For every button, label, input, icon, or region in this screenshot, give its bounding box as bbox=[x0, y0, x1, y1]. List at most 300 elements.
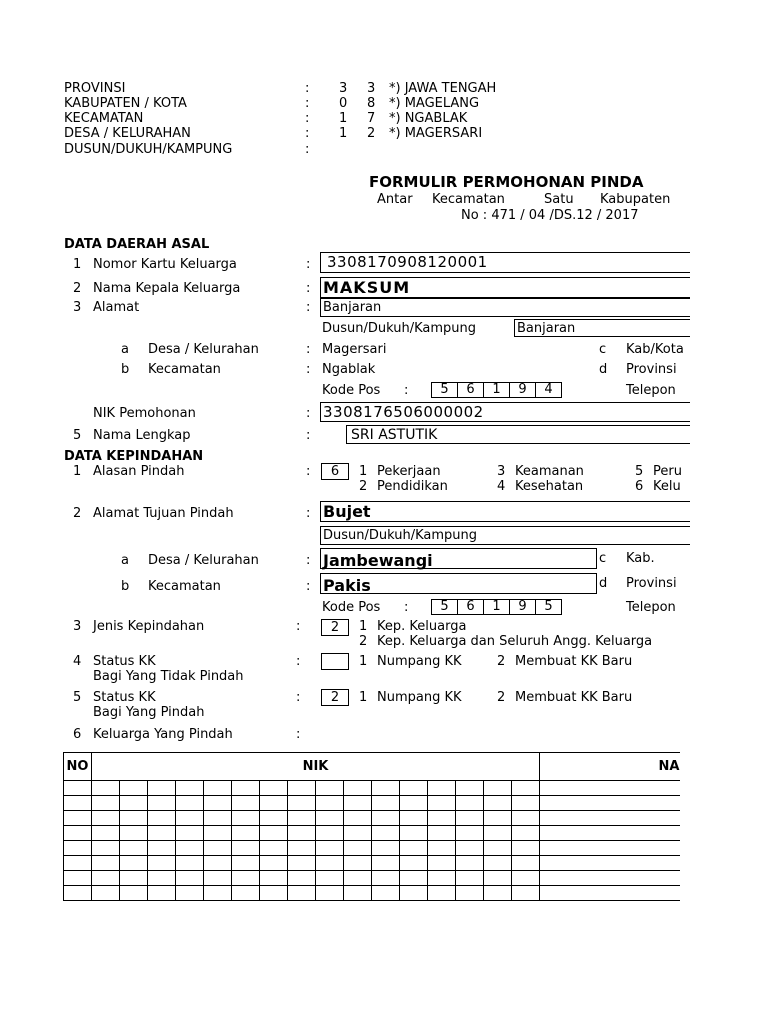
desa-tujuan-letter: a bbox=[121, 553, 129, 568]
cell-nik-digit[interactable] bbox=[456, 841, 484, 856]
provinsi-label: Provinsi bbox=[626, 362, 677, 377]
kecamatan-tujuan-letter: b bbox=[121, 579, 130, 594]
kodepos-label: Kode Pos bbox=[322, 383, 381, 398]
option-label: Membuat KK Baru bbox=[515, 690, 633, 705]
cell-nik-digit[interactable] bbox=[232, 841, 260, 856]
cell-nik-digit[interactable] bbox=[148, 826, 176, 841]
cell-nik-digit[interactable] bbox=[512, 826, 540, 841]
header-nik: NIK bbox=[92, 753, 540, 781]
header-nama: NA bbox=[540, 753, 680, 781]
telepon-label: Telepon bbox=[626, 383, 676, 398]
cell-nik-digit[interactable] bbox=[428, 871, 456, 886]
cell-nik-digit[interactable] bbox=[456, 826, 484, 841]
cell-nik-digit[interactable] bbox=[372, 811, 400, 826]
kodepos-digit[interactable]: 6 bbox=[457, 382, 484, 398]
cell-nik-digit[interactable] bbox=[456, 856, 484, 871]
cell-nama[interactable] bbox=[540, 871, 680, 886]
cell-nik-digit[interactable] bbox=[232, 811, 260, 826]
cell-nik-digit[interactable] bbox=[512, 781, 540, 796]
cell-nik-digit[interactable] bbox=[316, 796, 344, 811]
cell-nik-digit[interactable] bbox=[148, 811, 176, 826]
colon: : bbox=[296, 690, 301, 705]
kodepos-digit[interactable]: 5 bbox=[535, 599, 562, 615]
kodepos-asal-boxes[interactable] bbox=[431, 382, 562, 398]
header-no: NO bbox=[64, 753, 92, 781]
table-row bbox=[64, 826, 680, 841]
subtitle-satu: Satu bbox=[544, 192, 574, 207]
colon: : bbox=[296, 619, 301, 634]
cell-nik-digit[interactable] bbox=[176, 796, 204, 811]
option-label: Kep. Keluarga dan Seluruh Angg. Keluarga bbox=[377, 634, 653, 649]
cell-nik-digit[interactable] bbox=[204, 886, 232, 901]
kodepos-digit[interactable]: 9 bbox=[509, 382, 536, 398]
cell-nik-digit[interactable] bbox=[512, 871, 540, 886]
cell-nik-digit[interactable] bbox=[204, 796, 232, 811]
desa-label: Desa / Kelurahan bbox=[148, 342, 259, 357]
header-label: KECAMATAN bbox=[64, 111, 144, 126]
cell-nik-digit[interactable] bbox=[288, 796, 316, 811]
option-number: 3 bbox=[497, 464, 506, 479]
cell-nik-digit[interactable] bbox=[260, 871, 288, 886]
cell-nik-digit[interactable] bbox=[92, 871, 120, 886]
cell-nama[interactable] bbox=[540, 856, 680, 871]
nama-label: Nama Lengkap bbox=[93, 428, 191, 443]
subtitle-kabupaten: Kabupaten bbox=[600, 192, 671, 207]
option-number: 1 bbox=[359, 619, 368, 634]
cell-no[interactable] bbox=[64, 856, 92, 871]
cell-nik-digit[interactable] bbox=[92, 856, 120, 871]
keluarga-number: 6 bbox=[73, 727, 82, 742]
desa-value: Magersari bbox=[322, 342, 387, 357]
cell-nik-digit[interactable] bbox=[260, 781, 288, 796]
nik-label: NIK Pemohonan bbox=[93, 406, 196, 421]
cell-nik-digit[interactable] bbox=[428, 841, 456, 856]
cell-no[interactable] bbox=[64, 826, 92, 841]
cell-nama[interactable] bbox=[540, 826, 680, 841]
kodepos-digit[interactable]: 9 bbox=[509, 599, 536, 615]
cell-nik-digit[interactable] bbox=[92, 811, 120, 826]
cell-nik-digit[interactable] bbox=[344, 841, 372, 856]
kecamatan-letter: b bbox=[121, 362, 130, 377]
header-value: *) JAWA TENGAH bbox=[389, 81, 497, 96]
alamat-label: Alamat bbox=[93, 300, 140, 315]
kab-tujuan-letter: c bbox=[599, 551, 607, 566]
cell-nik-digit[interactable] bbox=[512, 811, 540, 826]
nik-field[interactable]: 3308176506000002 bbox=[320, 402, 690, 422]
cell-nik-digit[interactable] bbox=[484, 811, 512, 826]
kecamatan-label: Kecamatan bbox=[148, 362, 221, 377]
cell-nik-digit[interactable] bbox=[400, 796, 428, 811]
cell-nik-digit[interactable] bbox=[344, 886, 372, 901]
cell-nik-digit[interactable] bbox=[400, 841, 428, 856]
cell-no[interactable] bbox=[64, 796, 92, 811]
tujuan-dusun-field[interactable]: Dusun/Dukuh/Kampung bbox=[320, 526, 690, 545]
table-row bbox=[64, 871, 680, 886]
jenis-number: 3 bbox=[73, 619, 82, 634]
colon: : bbox=[306, 464, 311, 479]
kecamatan-tujuan-label: Kecamatan bbox=[148, 579, 221, 594]
cell-nama[interactable] bbox=[540, 841, 680, 856]
cell-nama[interactable] bbox=[540, 796, 680, 811]
header-value: *) MAGERSARI bbox=[389, 126, 483, 141]
colon: : bbox=[306, 342, 311, 357]
cell-nik-digit[interactable] bbox=[176, 856, 204, 871]
kab-letter: c bbox=[599, 342, 607, 357]
colon: : bbox=[306, 362, 311, 377]
cell-nik-digit[interactable] bbox=[204, 811, 232, 826]
subtitle-kecamatan: Kecamatan bbox=[432, 192, 505, 207]
cell-nik-digit[interactable] bbox=[428, 856, 456, 871]
telepon-tujuan-label: Telepon bbox=[626, 600, 676, 615]
colon: : bbox=[306, 257, 311, 272]
header-value: *) NGABLAK bbox=[389, 111, 468, 126]
keluarga-table bbox=[63, 752, 680, 901]
status-number: 5 bbox=[73, 690, 82, 705]
option-number: 2 bbox=[359, 634, 368, 649]
kodepos-digit[interactable]: 1 bbox=[483, 599, 510, 615]
cell-nik-digit[interactable] bbox=[372, 886, 400, 901]
kk-field[interactable]: 3308170908120001 bbox=[320, 252, 690, 273]
cell-nik-digit[interactable] bbox=[344, 781, 372, 796]
cell-nik-digit[interactable] bbox=[260, 886, 288, 901]
option-number: 5 bbox=[635, 464, 644, 479]
table-row bbox=[64, 781, 680, 796]
status-field[interactable]: 2 bbox=[321, 689, 349, 706]
cell-nik-digit[interactable] bbox=[456, 871, 484, 886]
colon: : bbox=[296, 727, 301, 742]
cell-nik-digit[interactable] bbox=[456, 811, 484, 826]
cell-nik-digit[interactable] bbox=[400, 886, 428, 901]
table-row bbox=[64, 841, 680, 856]
colon: : bbox=[296, 654, 301, 669]
dusun-field[interactable]: Banjaran bbox=[514, 319, 690, 337]
cell-nik-digit[interactable] bbox=[288, 811, 316, 826]
colon: : bbox=[306, 579, 311, 594]
cell-nik-digit[interactable] bbox=[316, 871, 344, 886]
option-label: Membuat KK Baru bbox=[515, 654, 633, 669]
cell-nik-digit[interactable] bbox=[120, 856, 148, 871]
desa-tujuan-label: Desa / Kelurahan bbox=[148, 553, 259, 568]
tujuan-label: Alamat Tujuan Pindah bbox=[93, 506, 234, 521]
cell-nik-digit[interactable] bbox=[288, 826, 316, 841]
cell-nik-digit[interactable] bbox=[260, 796, 288, 811]
kodepos-tujuan-boxes[interactable] bbox=[431, 599, 562, 615]
option-label: Kelu bbox=[653, 479, 681, 494]
cell-nik-digit[interactable] bbox=[260, 811, 288, 826]
cell-nik-digit[interactable] bbox=[456, 886, 484, 901]
cell-nik-digit[interactable] bbox=[288, 781, 316, 796]
cell-nik-digit[interactable] bbox=[372, 796, 400, 811]
cell-nik-digit[interactable] bbox=[260, 826, 288, 841]
table-row bbox=[64, 796, 680, 811]
header-code-digit: 1 bbox=[339, 111, 348, 126]
cell-nik-digit[interactable] bbox=[176, 826, 204, 841]
header-code-digit: 8 bbox=[367, 96, 376, 111]
cell-nik-digit[interactable] bbox=[204, 781, 232, 796]
alasan-field[interactable]: 6 bbox=[321, 463, 349, 480]
kodepos-digit[interactable]: 1 bbox=[483, 382, 510, 398]
cell-nik-digit[interactable] bbox=[372, 826, 400, 841]
kodepos-digit[interactable]: 6 bbox=[457, 599, 484, 615]
status-sublabel: Bagi Yang Pindah bbox=[93, 705, 205, 720]
cell-nik-digit[interactable] bbox=[120, 811, 148, 826]
keluarga-label: Keluarga Yang Pindah bbox=[93, 727, 233, 742]
cell-nik-digit[interactable] bbox=[484, 796, 512, 811]
kodepos-digit[interactable]: 5 bbox=[431, 382, 458, 398]
cell-nik-digit[interactable] bbox=[288, 886, 316, 901]
header-colon: : bbox=[305, 81, 310, 96]
cell-nik-digit[interactable] bbox=[344, 796, 372, 811]
cell-nik-digit[interactable] bbox=[372, 781, 400, 796]
status-label: Status KK bbox=[93, 690, 156, 705]
header-colon: : bbox=[305, 111, 310, 126]
cell-nik-digit[interactable] bbox=[176, 841, 204, 856]
cell-nik-digit[interactable] bbox=[92, 886, 120, 901]
nama-number: 5 bbox=[73, 428, 82, 443]
cell-nik-digit[interactable] bbox=[316, 856, 344, 871]
cell-nik-digit[interactable] bbox=[148, 781, 176, 796]
header-label: KABUPATEN / KOTA bbox=[64, 96, 187, 111]
option-number: 4 bbox=[497, 479, 506, 494]
option-number: 2 bbox=[359, 479, 368, 494]
cell-nik-digit[interactable] bbox=[372, 871, 400, 886]
header-code-digit: 2 bbox=[367, 126, 376, 141]
option-label: Pekerjaan bbox=[377, 464, 441, 479]
provinsi-tujuan-letter: d bbox=[599, 576, 608, 591]
cell-nama[interactable] bbox=[540, 886, 680, 901]
header-colon: : bbox=[305, 142, 310, 157]
kab-label: Kab/Kota bbox=[626, 342, 684, 357]
tujuan-number: 2 bbox=[73, 506, 82, 521]
cell-nik-digit[interactable] bbox=[92, 826, 120, 841]
cell-nik-digit[interactable] bbox=[512, 841, 540, 856]
kodepos-digit[interactable]: 4 bbox=[535, 382, 562, 398]
cell-nik-digit[interactable] bbox=[260, 841, 288, 856]
cell-nik-digit[interactable] bbox=[232, 781, 260, 796]
letter-number: No : 471 / 04 /DS.12 / 2017 bbox=[461, 208, 639, 223]
subtitle-antar: Antar bbox=[377, 192, 413, 207]
kecamatan-value: Ngablak bbox=[322, 362, 376, 377]
option-label: Kep. Keluarga bbox=[377, 619, 467, 634]
alasan-number: 1 bbox=[73, 464, 82, 479]
jenis-field[interactable]: 2 bbox=[321, 619, 349, 636]
option-label: Pendidikan bbox=[377, 479, 448, 494]
cell-nik-digit[interactable] bbox=[484, 781, 512, 796]
cell-nik-digit[interactable] bbox=[400, 826, 428, 841]
dusun-label: Dusun/Dukuh/Kampung bbox=[322, 321, 477, 336]
header-colon: : bbox=[305, 126, 310, 141]
table-row bbox=[64, 856, 680, 871]
cell-nik-digit[interactable] bbox=[512, 886, 540, 901]
cell-no[interactable] bbox=[64, 871, 92, 886]
jenis-label: Jenis Kepindahan bbox=[93, 619, 205, 634]
cell-nik-digit[interactable] bbox=[288, 856, 316, 871]
section-kepindahan: DATA KEPINDAHAN bbox=[64, 449, 204, 464]
cell-nik-digit[interactable] bbox=[232, 826, 260, 841]
kodepos-tujuan-colon: : bbox=[404, 600, 409, 615]
cell-nik-digit[interactable] bbox=[316, 826, 344, 841]
table-row bbox=[64, 886, 680, 901]
cell-nik-digit[interactable] bbox=[204, 856, 232, 871]
cell-nik-digit[interactable] bbox=[232, 796, 260, 811]
kk-label: Nomor Kartu Keluarga bbox=[93, 257, 237, 272]
cell-nik-digit[interactable] bbox=[344, 871, 372, 886]
status-tidak-number: 4 bbox=[73, 654, 82, 669]
desa-tujuan-field[interactable]: Jambewangi bbox=[320, 548, 597, 569]
alamat-field[interactable]: Banjaran bbox=[320, 298, 690, 317]
kepala-number: 2 bbox=[73, 281, 82, 296]
cell-nik-digit[interactable] bbox=[400, 856, 428, 871]
cell-nik-digit[interactable] bbox=[484, 886, 512, 901]
cell-nik-digit[interactable] bbox=[372, 856, 400, 871]
cell-nik-digit[interactable] bbox=[92, 781, 120, 796]
option-number: 1 bbox=[359, 654, 368, 669]
kepala-label: Nama Kepala Keluarga bbox=[93, 281, 241, 296]
header-code-digit: 3 bbox=[367, 81, 376, 96]
kab-tujuan-label: Kab. bbox=[626, 551, 655, 566]
cell-nik-digit[interactable] bbox=[456, 781, 484, 796]
option-number: 1 bbox=[359, 690, 368, 705]
cell-nik-digit[interactable] bbox=[120, 871, 148, 886]
header-label: PROVINSI bbox=[64, 81, 126, 96]
colon: : bbox=[306, 300, 311, 315]
cell-nik-digit[interactable] bbox=[204, 826, 232, 841]
nama-field[interactable]: SRI ASTUTIK bbox=[346, 425, 690, 444]
header-label: DESA / KELURAHAN bbox=[64, 126, 191, 141]
option-label: Numpang KK bbox=[377, 690, 462, 705]
option-number: 6 bbox=[635, 479, 644, 494]
cell-no[interactable] bbox=[64, 811, 92, 826]
colon: : bbox=[306, 281, 311, 296]
provinsi-tujuan-label: Provinsi bbox=[626, 576, 677, 591]
cell-nik-digit[interactable] bbox=[120, 841, 148, 856]
kodepos-digit[interactable]: 5 bbox=[431, 599, 458, 615]
cell-nik-digit[interactable] bbox=[344, 856, 372, 871]
provinsi-letter: d bbox=[599, 362, 608, 377]
cell-nik-digit[interactable] bbox=[512, 856, 540, 871]
cell-nik-digit[interactable] bbox=[372, 841, 400, 856]
desa-letter: a bbox=[121, 342, 129, 357]
cell-nik-digit[interactable] bbox=[92, 841, 120, 856]
alasan-label: Alasan Pindah bbox=[93, 464, 185, 479]
kecamatan-tujuan-field[interactable]: Pakis bbox=[320, 573, 597, 594]
cell-nik-digit[interactable] bbox=[148, 856, 176, 871]
cell-nik-digit[interactable] bbox=[260, 856, 288, 871]
cell-nik-digit[interactable] bbox=[344, 811, 372, 826]
cell-nik-digit[interactable] bbox=[484, 856, 512, 871]
cell-no[interactable] bbox=[64, 781, 92, 796]
colon: : bbox=[306, 428, 311, 443]
status-tidak-field[interactable] bbox=[321, 653, 349, 670]
option-label: Kesehatan bbox=[515, 479, 584, 494]
header-colon: : bbox=[305, 96, 310, 111]
header-label: DUSUN/DUKUH/KAMPUNG bbox=[64, 142, 233, 157]
header-code-digit: 0 bbox=[339, 96, 348, 111]
cell-nama[interactable] bbox=[540, 781, 680, 796]
colon: : bbox=[306, 406, 311, 421]
cell-nik-digit[interactable] bbox=[204, 871, 232, 886]
cell-nik-digit[interactable] bbox=[428, 811, 456, 826]
cell-nik-digit[interactable] bbox=[204, 841, 232, 856]
cell-nik-digit[interactable] bbox=[400, 871, 428, 886]
cell-nik-digit[interactable] bbox=[148, 886, 176, 901]
kodepos-colon: : bbox=[404, 383, 409, 398]
cell-nik-digit[interactable] bbox=[428, 886, 456, 901]
header-code-digit: 7 bbox=[367, 111, 376, 126]
cell-nik-digit[interactable] bbox=[484, 871, 512, 886]
cell-nik-digit[interactable] bbox=[92, 796, 120, 811]
cell-nik-digit[interactable] bbox=[120, 826, 148, 841]
cell-no[interactable] bbox=[64, 886, 92, 901]
cell-nik-digit[interactable] bbox=[176, 811, 204, 826]
cell-nik-digit[interactable] bbox=[344, 826, 372, 841]
cell-nik-digit[interactable] bbox=[428, 796, 456, 811]
cell-nik-digit[interactable] bbox=[400, 811, 428, 826]
cell-nik-digit[interactable] bbox=[484, 841, 512, 856]
kk-number: 1 bbox=[73, 257, 82, 272]
option-number: 1 bbox=[359, 464, 368, 479]
cell-nik-digit[interactable] bbox=[428, 781, 456, 796]
section-asal: DATA DAERAH ASAL bbox=[64, 237, 210, 252]
cell-nik-digit[interactable] bbox=[176, 871, 204, 886]
tujuan-field[interactable]: Bujet bbox=[320, 501, 690, 522]
cell-nik-digit[interactable] bbox=[232, 856, 260, 871]
cell-nik-digit[interactable] bbox=[148, 796, 176, 811]
cell-nik-digit[interactable] bbox=[288, 841, 316, 856]
cell-nik-digit[interactable] bbox=[232, 871, 260, 886]
option-label: Peru bbox=[653, 464, 682, 479]
header-value: *) MAGELANG bbox=[389, 96, 480, 111]
colon: : bbox=[306, 506, 311, 521]
cell-nik-digit[interactable] bbox=[120, 886, 148, 901]
option-label: Numpang KK bbox=[377, 654, 462, 669]
cell-nik-digit[interactable] bbox=[316, 781, 344, 796]
cell-nik-digit[interactable] bbox=[456, 796, 484, 811]
cell-nik-digit[interactable] bbox=[148, 841, 176, 856]
cell-nik-digit[interactable] bbox=[316, 886, 344, 901]
cell-nik-digit[interactable] bbox=[148, 871, 176, 886]
cell-nik-digit[interactable] bbox=[176, 886, 204, 901]
form-title: FORMULIR PERMOHONAN PINDA bbox=[369, 173, 644, 191]
status-tidak-sublabel: Bagi Yang Tidak Pindah bbox=[93, 669, 244, 684]
option-number: 2 bbox=[497, 654, 506, 669]
alamat-number: 3 bbox=[73, 300, 82, 315]
cell-nik-digit[interactable] bbox=[288, 871, 316, 886]
cell-nik-digit[interactable] bbox=[120, 781, 148, 796]
cell-nama[interactable] bbox=[540, 811, 680, 826]
cell-nik-digit[interactable] bbox=[512, 796, 540, 811]
cell-nik-digit[interactable] bbox=[120, 796, 148, 811]
cell-nik-digit[interactable] bbox=[176, 781, 204, 796]
colon: : bbox=[306, 553, 311, 568]
cell-nik-digit[interactable] bbox=[232, 886, 260, 901]
kepala-field[interactable]: MAKSUM bbox=[320, 277, 690, 298]
option-label: Keamanan bbox=[515, 464, 584, 479]
kodepos-tujuan-label: Kode Pos bbox=[322, 600, 381, 615]
option-number: 2 bbox=[497, 690, 506, 705]
cell-no[interactable] bbox=[64, 841, 92, 856]
cell-nik-digit[interactable] bbox=[316, 811, 344, 826]
cell-nik-digit[interactable] bbox=[316, 841, 344, 856]
cell-nik-digit[interactable] bbox=[400, 781, 428, 796]
table-header-row bbox=[64, 753, 680, 781]
header-code-digit: 3 bbox=[339, 81, 348, 96]
header-code-digit: 1 bbox=[339, 126, 348, 141]
cell-nik-digit[interactable] bbox=[484, 826, 512, 841]
cell-nik-digit[interactable] bbox=[428, 826, 456, 841]
status-tidak-label: Status KK bbox=[93, 654, 156, 669]
table-row bbox=[64, 811, 680, 826]
